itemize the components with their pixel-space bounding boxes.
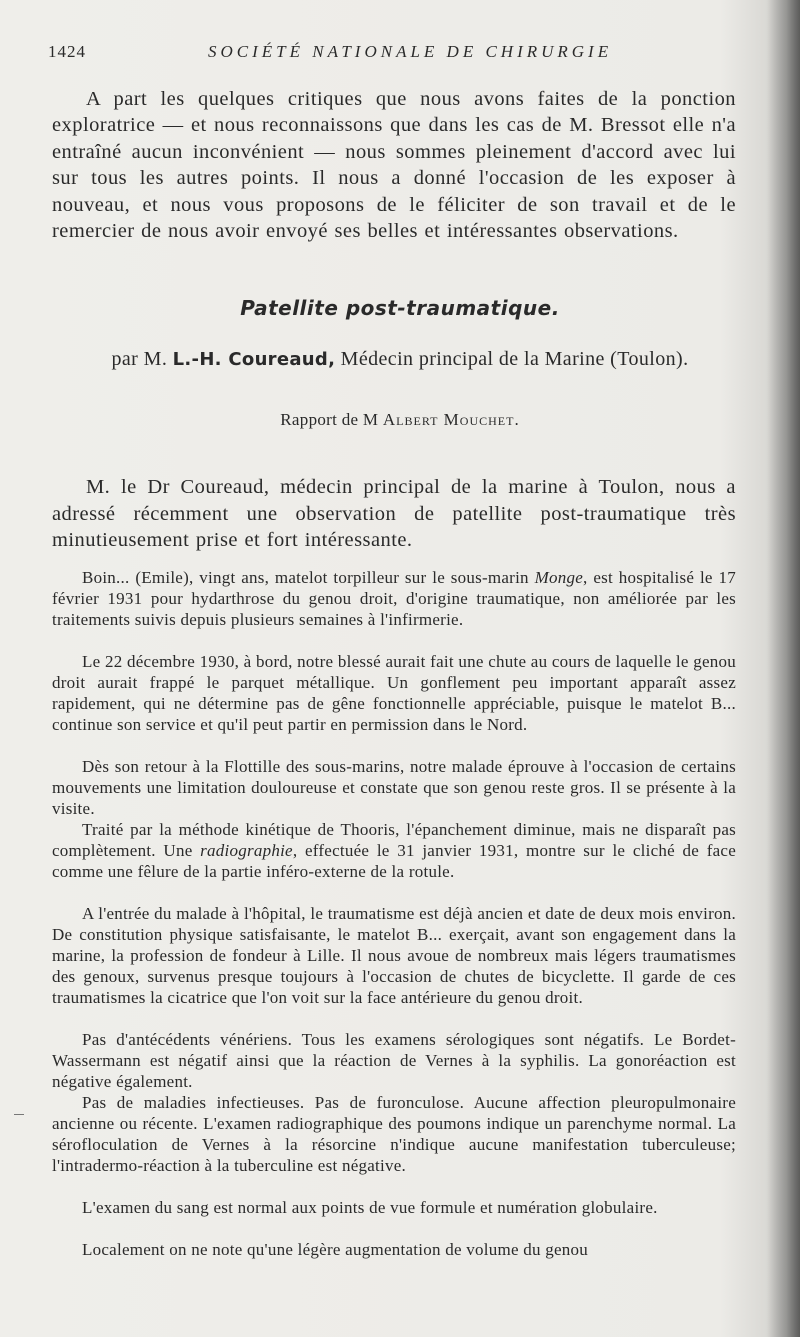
observation-paragraph: Dès son retour à la Flottille des sous-marins, notre malade éprouve à l'occasion de certains mouvements une limitation douloureuse et constate que son genou reste gros. Il se présente à la visite. — [52, 757, 736, 818]
running-head — [48, 42, 738, 66]
article-title: Patellite post-traumatique. — [240, 296, 560, 320]
text-run: Traité par la méthode kinétique de Thooris, l'épanchement diminue, mais ne disparaît pas complètement. Une — [52, 820, 736, 860]
report-author: Albert Mouchet. — [382, 410, 520, 429]
report-intro-paragraph: M. le Dr Coureaud, médecin principal de la marine à Toulon, nous a adressé récemment une observation de patellite post-traumatique très minutieusement prise et fort intéressante. — [52, 476, 736, 552]
page-number: 1424 — [48, 42, 86, 61]
article-byline — [0, 348, 800, 371]
observation-paragraph: L'examen du sang est normal aux points de vue formule et numération globulaire. — [82, 1198, 658, 1217]
observation-paragraph: Localement on ne note qu'une légère augmentation de volume du genou — [82, 1240, 589, 1259]
journal-title: SOCIÉTÉ NATIONALE DE CHIRURGIE — [208, 42, 613, 61]
observation-paragraph — [52, 568, 736, 631]
text-run: , est hospitalisé le 17 février 1931 pour hydarthrose du genou droit, d'origine traumatique, non améliorée par les traitements suivis depuis plusieurs semaines à l'infirmerie. — [52, 568, 736, 629]
author-name: L.-H. Coureaud, — [172, 349, 336, 370]
report-line — [0, 410, 800, 430]
binding-shadow — [766, 0, 800, 1337]
intro-paragraph: A part les quelques critiques que nous avons faites de la ponction exploratrice — et nous reconnaissons que dans les cas de M. Bressot elle n'a entraîné aucun inconvénient — nous sommes pleinement d'accord avec lui sur tous les autres points. Il nous a donné l'occasion de les exposer à nouveau, et nous vous proposons de le féliciter de son travail et de le remercier de nous avoir envoyé ses belles et intéressantes observations. — [52, 88, 736, 243]
ship-name: Monge — [534, 568, 584, 587]
report-prefix: Rapport de M — [280, 410, 379, 429]
observation-paragraph: A l'entrée du malade à l'hôpital, le traumatisme est déjà ancien et date de deux mois environ. De constitution physique satisfaisante, le matelot B... exerçait, avant son engagement dans la marine, la profession de fondeur à Lille. Il nous avoue de nombreux mais légers traumatismes des genoux, survenus presque toujours à l'occasion de chutes de bicyclette. Il garde de ces traumatismes la cicatrice que l'on voit sur la face antérieure du genou droit. — [52, 904, 736, 1007]
observation-paragraph: Pas de maladies infectieuses. Pas de furonculose. Aucune affection pleuropulmonaire ancienne ou récente. L'examen radiographique des poumons indique un parenchyme normal. La sérofloculation de Vernes à la résorcine n'indique aucune manifestation tuberculeuse; l'intradermo-réaction à la tuberculine est négative. — [52, 1093, 736, 1175]
observation-paragraph: Pas d'antécédents vénériens. Tous les examens sérologiques sont négatifs. Le Bordet-Wassermann est négatif ainsi que la réaction de Vernes à la syphilis. La gonoréaction est négative également. — [52, 1030, 736, 1091]
author-role: Médecin principal de la Marine (Toulon). — [340, 348, 689, 370]
observation-paragraph — [52, 820, 736, 883]
text-run: , effectuée le 31 janvier 1931, montre sur le cliché de face comme une fêlure de la partie inféro-externe de la rotule. — [52, 840, 737, 881]
byline-prefix: par M. — [111, 348, 168, 370]
text-run: Boin... (Emile), vingt ans, matelot torpilleur sur le sous-marin — [82, 568, 535, 587]
observation-paragraph: Le 22 décembre 1930, à bord, notre blessé aurait fait une chute au cours de laquelle le genou droit aurait frappé le parquet métallique. Un gonflement peu important apparaît assez rapidement, qui ne détermine pas de gêne fonctionnelle appréciable, puisque le matelot B... continue son service et qu'il peut partir en permission dans le Nord. — [52, 652, 736, 734]
italic-term: radiographie — [200, 840, 293, 860]
margin-mark — [14, 1114, 24, 1115]
